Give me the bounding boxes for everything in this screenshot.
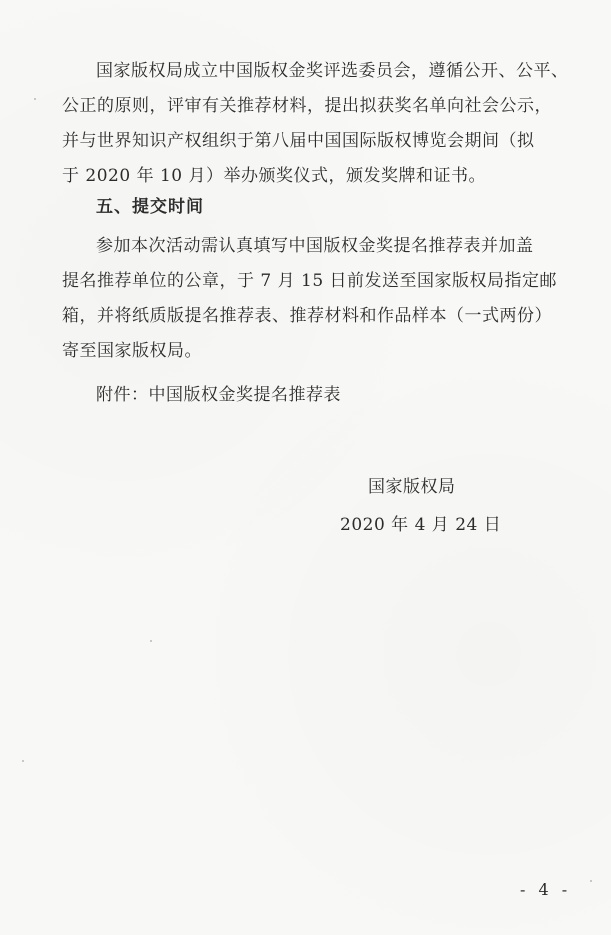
page-number: - 4 - — [520, 880, 572, 899]
scan-speck — [150, 640, 152, 642]
paragraph-award-ceremony — [62, 54, 578, 194]
scan-speck — [590, 880, 592, 882]
scan-speck — [34, 98, 36, 100]
text-line: 国家版权局成立中国版权金奖评选委员会，遵循公开、公平、 — [96, 61, 569, 81]
text-line: 参加本次活动需认真填写中国版权金奖提名推荐表并加盖 — [96, 236, 534, 256]
text-line: 提名推荐单位的公章，于 7 月 15 日前发送至国家版权局指定邮 — [62, 271, 558, 291]
scan-speck — [22, 760, 24, 762]
text-line: 并与世界知识产权组织于第八届中国国际版权博览会期间（拟 — [62, 131, 535, 151]
paragraph-submission — [62, 229, 578, 369]
text-line: 公正的原则，评审有关推荐材料，提出拟获奖名单向社会公示， — [62, 96, 552, 116]
text-line: 寄至国家版权局。 — [62, 341, 202, 361]
text-line: 于 2020 年 10 月）举办颁奖仪式，颁发奖牌和证书。 — [62, 166, 487, 186]
attachment-line: 附件：中国版权金奖提名推荐表 — [96, 385, 341, 405]
issuer-signature: 国家版权局 — [368, 477, 456, 497]
text-line: 箱，并将纸质版提名推荐表、推荐材料和作品样本（一式两份） — [62, 306, 552, 326]
issue-date: 2020 年 4 月 24 日 — [340, 515, 502, 535]
section-heading: 五、提交时间 — [96, 197, 204, 217]
